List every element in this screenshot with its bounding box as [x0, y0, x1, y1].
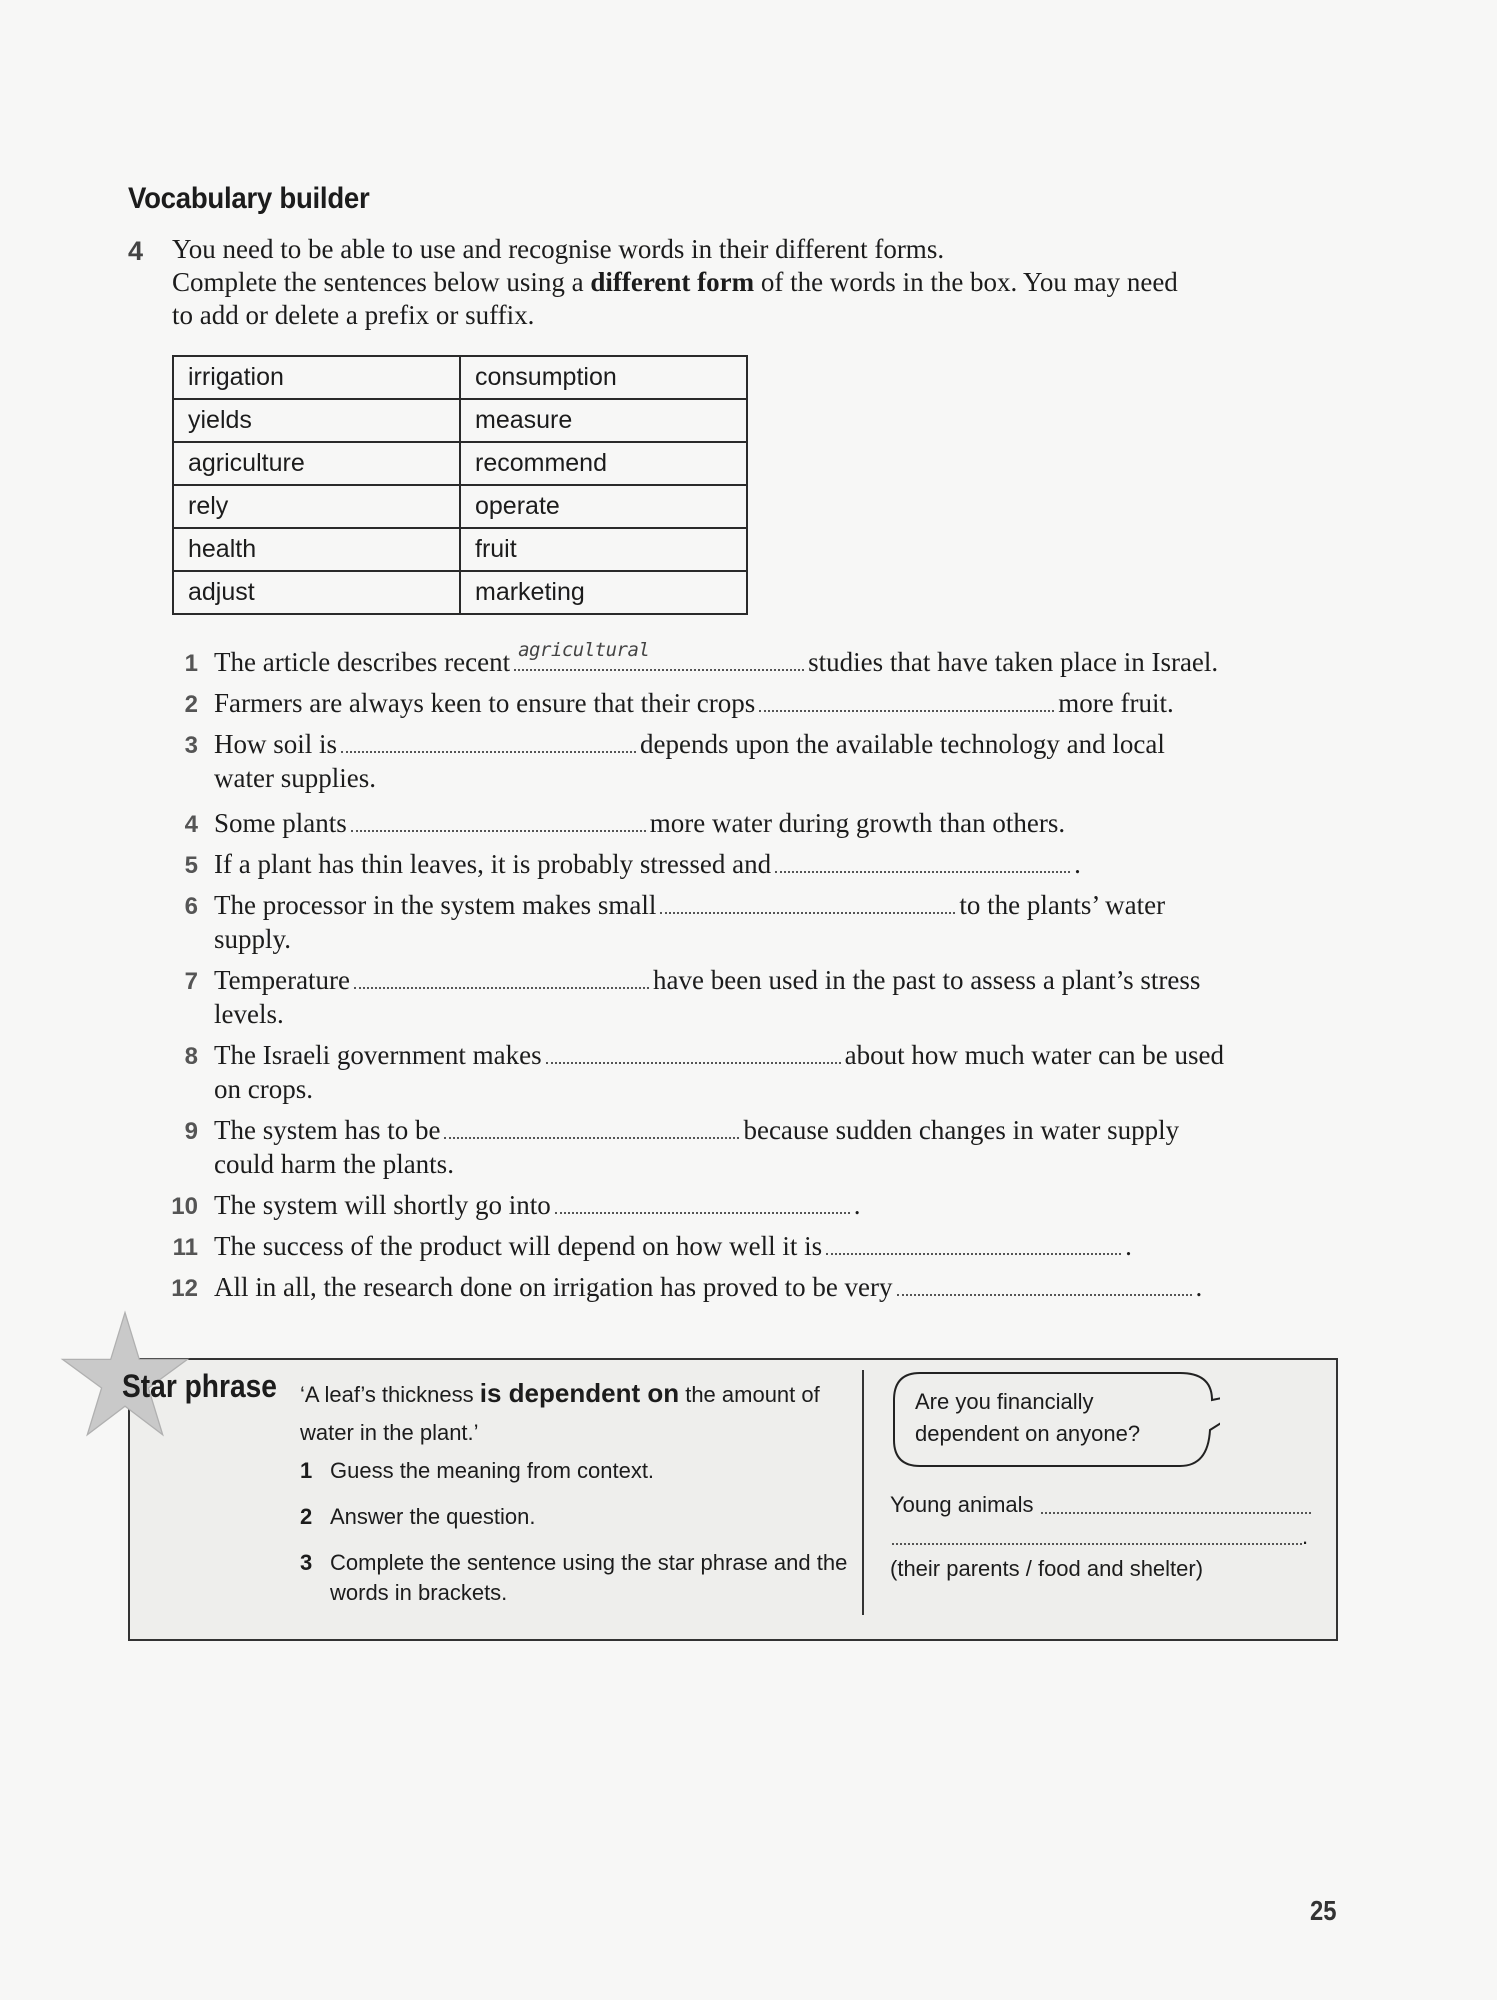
question-text-before: Temperature — [214, 965, 351, 995]
question-text-before: Farmers are always keen to ensure that their crops — [214, 688, 756, 718]
question-text-before: If a plant has thin leaves, it is probably stressed and — [214, 849, 772, 879]
word-box-table — [172, 355, 748, 615]
question-text — [214, 806, 1065, 840]
question-text — [214, 1188, 861, 1222]
answer-blank[interactable] — [555, 1190, 850, 1214]
answer-blank[interactable] — [660, 890, 955, 914]
word-box-cell: agriculture — [173, 442, 460, 485]
question-text-continued: water supplies. — [214, 763, 376, 793]
answer-blank[interactable] — [826, 1231, 1121, 1255]
question-text-after: . — [1195, 1272, 1203, 1302]
question-text-before: The system has to be — [214, 1115, 441, 1145]
word-box-cell: health — [173, 528, 460, 571]
question-text-after: . — [853, 1190, 861, 1220]
question-text-before: All in all, the research done on irrigation has proved to be very — [214, 1272, 893, 1302]
word-box-cell: recommend — [460, 442, 747, 485]
page-number: 25 — [1310, 1895, 1337, 1926]
question-text — [214, 963, 1200, 997]
question-text — [214, 727, 1165, 761]
answer-blank[interactable] — [444, 1115, 739, 1139]
answer-blank[interactable] — [351, 808, 646, 832]
question-text-continued: could harm the plants. — [214, 1149, 454, 1179]
answer-blank[interactable] — [897, 1272, 1192, 1296]
question-text — [214, 1113, 1179, 1147]
exercise-number: 4 — [128, 236, 144, 266]
answer-blank[interactable] — [759, 688, 1054, 712]
question-text-before: The system will shortly go into — [214, 1190, 551, 1220]
question-text-after: more fruit. — [1058, 688, 1174, 718]
answer-hint: (their parents / food and shelter) — [890, 1556, 1204, 1581]
question-text-continued: levels. — [214, 999, 284, 1029]
word-box-row — [173, 528, 747, 571]
answer-blank[interactable] — [1041, 1512, 1311, 1514]
question-text — [214, 847, 1081, 881]
question-text-before: Some plants — [214, 808, 347, 838]
question-text-after: because sudden changes in water supply — [743, 1115, 1180, 1145]
question-number: 8 — [184, 1043, 198, 1070]
question-number: 10 — [171, 1193, 198, 1220]
word-box-row — [173, 571, 747, 614]
question-text-continued: supply. — [214, 924, 292, 954]
answer-end-dot: . — [1302, 1524, 1309, 1549]
intro-line-3: to add or delete a prefix or suffix. — [172, 300, 535, 330]
answer-blank[interactable] — [354, 965, 649, 989]
answer-blank[interactable] — [341, 729, 636, 753]
question-number: 9 — [184, 1118, 198, 1145]
intro-line-2: Complete the sentences below using a different form of the words in the box. You may need — [172, 267, 1178, 297]
question-number: 11 — [172, 1234, 198, 1261]
answer-blank[interactable] — [514, 639, 804, 671]
word-box-cell: consumption — [460, 356, 747, 399]
word-box-row — [173, 485, 747, 528]
section-title: Vocabulary builder — [128, 182, 370, 215]
question-number: 4 — [184, 811, 198, 838]
question-text — [214, 686, 1174, 720]
intro-line-1: You need to be able to use and recognise words in their different forms. — [172, 234, 945, 264]
question-text-continued: on crops. — [214, 1074, 313, 1104]
question-text-before: The success of the product will depend on how well it is — [214, 1231, 823, 1261]
question-text-after: . — [1125, 1231, 1132, 1261]
star-box-divider — [862, 1370, 864, 1615]
word-box-cell: measure — [460, 399, 747, 442]
word-box-cell: marketing — [460, 571, 747, 614]
word-box-cell: fruit — [460, 528, 747, 571]
question-text-before: How soil is — [214, 729, 338, 759]
question-number: 12 — [171, 1275, 198, 1302]
question-text-after: to the plants’ water — [959, 890, 1166, 920]
word-box-row — [173, 356, 747, 399]
star-phrase-title: Star phrase — [122, 1368, 277, 1404]
question-text — [214, 1270, 1202, 1304]
question-text — [214, 1229, 1132, 1263]
answer-blank-line-2[interactable] — [892, 1543, 1302, 1545]
question-number: 2 — [184, 691, 198, 718]
word-box-cell: irrigation — [173, 356, 460, 399]
question-text-after: depends upon the available technology and local — [640, 729, 1165, 759]
star-phrase-quote: ‘A leaf’s thickness is dependent on the amount of water in the plant.’ — [300, 1378, 820, 1445]
handwritten-answer: agricultural — [518, 639, 650, 661]
answer-prompt: Young animals — [890, 1492, 1034, 1517]
word-box-cell: yields — [173, 399, 460, 442]
word-box-cell: adjust — [173, 571, 460, 614]
question-number: 1 — [184, 650, 198, 677]
word-box-row — [173, 399, 747, 442]
word-box-cell: rely — [173, 485, 460, 528]
question-number: 3 — [184, 732, 198, 759]
question-text-after: more water during growth than others. — [649, 808, 1066, 838]
question-text-after: studies that have taken place in Israel. — [808, 647, 1219, 677]
question-number: 6 — [184, 893, 198, 920]
answer-blank[interactable] — [546, 1040, 841, 1064]
question-number: 5 — [184, 852, 198, 879]
answer-blank[interactable] — [775, 849, 1070, 873]
question-text-after: have been used in the past to assess a plant’s stress — [653, 965, 1201, 995]
question-text-before: The Israeli government makes — [214, 1040, 542, 1070]
question-text — [214, 639, 1219, 679]
word-box-row — [173, 442, 747, 485]
word-box-cell: operate — [460, 485, 747, 528]
question-text-before: The processor in the system makes small — [214, 890, 657, 920]
question-text-before: The article describes recent — [214, 647, 511, 677]
question-text — [214, 1038, 1224, 1072]
question-text-after: . — [1074, 849, 1081, 879]
question-text — [214, 888, 1165, 922]
question-number: 7 — [184, 968, 198, 995]
question-text-after: about how much water can be used — [844, 1040, 1225, 1070]
bubble-question: Are you financially dependent on anyone? — [915, 1389, 1141, 1446]
